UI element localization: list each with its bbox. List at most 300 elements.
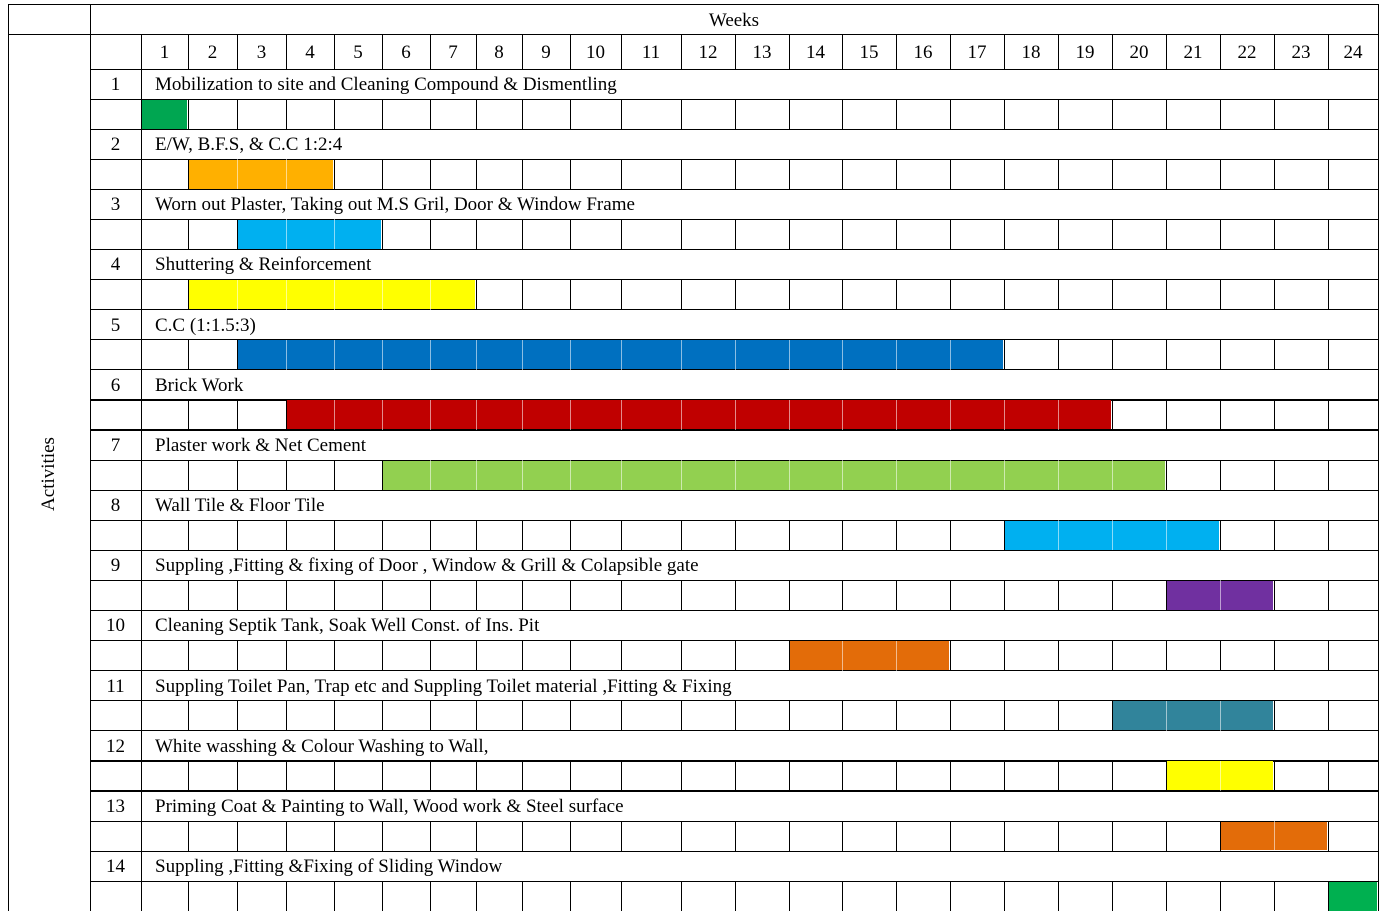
week-column-line <box>681 280 682 310</box>
week-column-line <box>334 701 335 731</box>
week-column-line <box>430 580 431 610</box>
week-column-line <box>430 99 431 129</box>
week-column-line <box>522 99 523 129</box>
activity-name: Suppling ,Fitting & fixing of Door , Window & Grill & Colapsible gate <box>155 555 699 577</box>
week-column-line <box>681 761 682 791</box>
week-column-line <box>1112 701 1113 731</box>
week-column-line <box>735 159 736 189</box>
week-column-line <box>286 520 287 550</box>
week-column-line <box>1166 761 1167 791</box>
week-column-line <box>188 400 189 430</box>
week-column-line <box>1058 881 1059 911</box>
week-column-line <box>1166 340 1167 370</box>
week-column-line <box>896 219 897 249</box>
week-column-line <box>950 580 951 610</box>
bar-week-separator <box>950 340 951 370</box>
week-column-line <box>1328 400 1329 430</box>
week-column-line <box>334 520 335 550</box>
week-column-line <box>188 580 189 610</box>
week-column-line <box>1004 520 1005 550</box>
week-column-line <box>1220 99 1221 129</box>
week-column-line <box>950 761 951 791</box>
week-column-line <box>570 881 571 911</box>
week-column-line <box>1112 280 1113 310</box>
week-column-line <box>681 99 682 129</box>
week-column-line <box>1274 580 1275 610</box>
activity-name: E/W, B.F.S, & C.C 1:2:4 <box>155 134 343 156</box>
bar-week-separator <box>896 400 897 430</box>
week-column-line <box>1328 641 1329 671</box>
week-column-line <box>950 701 951 731</box>
week-column-line <box>188 340 189 370</box>
week-column-line <box>1112 881 1113 911</box>
table-border-right <box>1378 4 1379 911</box>
week-column-line <box>896 280 897 310</box>
bar-week-separator <box>1058 400 1059 430</box>
week-number-18: 18 <box>1021 42 1041 63</box>
bar-week-separator <box>430 400 431 430</box>
week-column-line <box>286 99 287 129</box>
week-column-line <box>382 641 383 671</box>
week-column-line <box>1058 280 1059 310</box>
week-column-line <box>621 580 622 610</box>
week-column-line <box>789 580 790 610</box>
week-column-line <box>237 641 238 671</box>
bar-week-separator <box>237 280 238 310</box>
week-column-line <box>334 460 335 490</box>
bar-week-separator <box>1004 460 1005 490</box>
week-column-line <box>735 520 736 550</box>
bar-week-separator <box>334 340 335 370</box>
week-column-line <box>476 99 477 129</box>
activity-name: Mobilization to site and Cleaning Compound & Dismentling <box>155 74 617 95</box>
week-column-line <box>1004 219 1005 249</box>
week-column-line <box>237 400 238 430</box>
week-column-line <box>1058 99 1059 129</box>
activity-bar-6 <box>287 400 1112 429</box>
week-column-line <box>789 219 790 249</box>
activity-name: C.C (1:1.5:3) <box>155 314 256 336</box>
week-column-line <box>1004 641 1005 671</box>
activity-number: 1 <box>110 74 121 95</box>
week-column-line <box>522 641 523 671</box>
week-column-line <box>286 761 287 791</box>
week-column-line <box>522 219 523 249</box>
week-column-line <box>1112 99 1113 129</box>
bar-week-separator <box>1220 761 1221 791</box>
week-column-line <box>430 761 431 791</box>
bar-week-separator <box>896 460 897 490</box>
bar-week-separator <box>842 641 843 671</box>
bar-week-separator <box>735 400 736 430</box>
bar-week-separator <box>1220 701 1221 731</box>
week-column-line <box>237 520 238 550</box>
week-column-line <box>382 881 383 911</box>
week-column-line <box>476 280 477 310</box>
bar-week-separator <box>621 400 622 430</box>
week-column-line <box>188 701 189 731</box>
activity-number: 12 <box>106 735 125 757</box>
week-number-1: 1 <box>159 42 170 63</box>
week-column-line <box>570 641 571 671</box>
week-column-line <box>430 641 431 671</box>
week-column-line <box>681 159 682 189</box>
week-column-line <box>1328 881 1329 911</box>
week-column-line <box>842 219 843 249</box>
week-column-line <box>522 701 523 731</box>
week-column-line <box>1328 821 1329 851</box>
bar-week-separator <box>286 219 287 249</box>
week-column-line <box>1274 881 1275 911</box>
week-column-line <box>950 520 951 550</box>
week-number-2: 2 <box>207 42 218 63</box>
week-column-line <box>681 641 682 671</box>
week-column-line <box>476 159 477 189</box>
bar-week-separator <box>789 460 790 490</box>
bar-week-separator <box>1112 520 1113 550</box>
week-column-line <box>621 520 622 550</box>
week-column-line <box>789 761 790 791</box>
week-column-line <box>842 520 843 550</box>
activity-number: 13 <box>106 795 125 817</box>
week-column-line <box>286 641 287 671</box>
bar-week-separator <box>896 340 897 370</box>
week-column-line <box>621 641 622 671</box>
week-column-line <box>842 761 843 791</box>
week-column-line <box>735 280 736 310</box>
week-column-line <box>1004 99 1005 129</box>
activity-bar-7 <box>383 461 1166 490</box>
week-column-line <box>570 580 571 610</box>
week-column-line <box>1274 280 1275 310</box>
week-column-line <box>1274 219 1275 249</box>
week-column-line <box>789 641 790 671</box>
activity-number: 6 <box>110 374 121 396</box>
bar-week-separator <box>735 340 736 370</box>
week-column-line <box>570 701 571 731</box>
week-column-line <box>1058 219 1059 249</box>
week-column-line <box>382 460 383 490</box>
week-column-line <box>188 821 189 851</box>
activity-number: 5 <box>110 314 121 336</box>
bar-week-separator <box>681 400 682 430</box>
week-column-line <box>188 761 189 791</box>
week-column-line <box>570 159 571 189</box>
week-column-line <box>1058 821 1059 851</box>
week-column-line <box>476 641 477 671</box>
week-column-line <box>476 219 477 249</box>
week-column-line <box>334 761 335 791</box>
activity-name: Wall Tile & Floor Tile <box>155 495 325 517</box>
header-divider <box>8 34 1379 35</box>
week-column-line <box>950 641 951 671</box>
week-column-line <box>789 881 790 911</box>
bar-week-separator <box>1112 460 1113 490</box>
bar-week-separator <box>334 400 335 430</box>
week-column-line <box>476 580 477 610</box>
week-column-line <box>382 821 383 851</box>
activity-number: 8 <box>110 495 121 517</box>
week-column-line <box>1220 520 1221 550</box>
week-column-line <box>430 520 431 550</box>
week-column-line <box>1166 580 1167 610</box>
bar-week-separator <box>950 400 951 430</box>
activity-bar-4 <box>189 280 476 309</box>
week-column-line <box>1220 460 1221 490</box>
week-number-19: 19 <box>1075 42 1095 63</box>
week-column-line <box>188 159 189 189</box>
week-column-line <box>522 881 523 911</box>
week-column-line <box>1004 280 1005 310</box>
week-column-line <box>789 520 790 550</box>
week-column-line <box>950 159 951 189</box>
activity-number: 11 <box>106 675 125 697</box>
week-column-line <box>1112 340 1113 370</box>
bar-week-separator <box>334 280 335 310</box>
week-column-line <box>570 821 571 851</box>
week-column-line <box>476 821 477 851</box>
week-column-line <box>286 701 287 731</box>
week-column-line <box>681 219 682 249</box>
week-column-line <box>735 219 736 249</box>
activity-name: Worn out Plaster, Taking out M.S Gril, Door & Window Frame <box>155 194 635 216</box>
activity-bar-3 <box>238 220 382 249</box>
bar-week-separator <box>621 340 622 370</box>
week-number-23: 23 <box>1291 42 1311 63</box>
week-column-line <box>188 881 189 911</box>
bar-week-separator <box>476 400 477 430</box>
week-column-line <box>570 520 571 550</box>
week-column-line <box>789 821 790 851</box>
activity-number: 10 <box>106 615 125 637</box>
week-column-line <box>382 761 383 791</box>
week-number-14: 14 <box>806 42 825 63</box>
bar-week-separator <box>842 460 843 490</box>
week-column-line <box>237 701 238 731</box>
week-column-line <box>1166 159 1167 189</box>
week-column-line <box>789 280 790 310</box>
week-column-line <box>1220 881 1221 911</box>
bar-week-separator <box>735 460 736 490</box>
week-number-15: 15 <box>859 42 879 63</box>
bar-week-separator <box>570 400 571 430</box>
week-number-11: 11 <box>641 42 661 63</box>
week-column-line <box>681 821 682 851</box>
week-column-line <box>735 641 736 671</box>
week-column-line <box>1328 580 1329 610</box>
week-column-line <box>1112 159 1113 189</box>
bar-week-separator <box>286 340 287 370</box>
week-column-line <box>476 881 477 911</box>
week-column-line <box>681 701 682 731</box>
week-column-line <box>1220 400 1221 430</box>
week-column-line <box>896 881 897 911</box>
week-column-line <box>1058 701 1059 731</box>
week-column-line <box>522 580 523 610</box>
week-column-line <box>621 99 622 129</box>
week-column-line <box>842 821 843 851</box>
week-number-12: 12 <box>698 42 718 63</box>
week-column-line <box>1058 580 1059 610</box>
week-column-line <box>570 99 571 129</box>
bar-week-separator <box>382 340 383 370</box>
week-column-line <box>237 761 238 791</box>
bar-week-separator <box>1058 520 1059 550</box>
week-column-line <box>1004 159 1005 189</box>
week-column-line <box>789 159 790 189</box>
week-column-line <box>950 821 951 851</box>
week-column-line <box>430 881 431 911</box>
week-column-line <box>1112 821 1113 851</box>
week-column-line <box>237 340 238 370</box>
bar-week-separator <box>522 400 523 430</box>
bar-week-separator <box>621 460 622 490</box>
week-column-line <box>1274 761 1275 791</box>
week-column-line <box>1328 460 1329 490</box>
week-column-line <box>286 821 287 851</box>
week-column-line <box>1328 701 1329 731</box>
week-column-line <box>522 520 523 550</box>
week-column-line <box>1328 159 1329 189</box>
week-column-line <box>621 761 622 791</box>
bar-week-separator <box>789 340 790 370</box>
bar-week-separator <box>789 400 790 430</box>
week-number-24: 24 <box>1343 42 1363 63</box>
activity-number: 3 <box>110 194 121 216</box>
week-column-line <box>1058 761 1059 791</box>
week-column-line <box>789 701 790 731</box>
week-column-line <box>237 460 238 490</box>
week-column-line <box>735 761 736 791</box>
week-column-line <box>382 99 383 129</box>
week-column-line <box>476 761 477 791</box>
week-column-line <box>1004 881 1005 911</box>
activity-bar-14 <box>1329 882 1378 911</box>
week-column-line <box>570 761 571 791</box>
activity-name: Cleaning Septik Tank, Soak Well Const. of Ins. Pit <box>155 615 540 637</box>
activity-number: 2 <box>110 134 121 156</box>
week-column-line <box>1328 761 1329 791</box>
activity-bar-11 <box>1113 701 1274 730</box>
week-column-line <box>382 520 383 550</box>
week-column-line <box>1274 159 1275 189</box>
week-column-line <box>1220 219 1221 249</box>
activity-bar-10 <box>790 641 950 670</box>
week-column-line <box>896 99 897 129</box>
week-number-13: 13 <box>752 42 772 63</box>
bar-week-separator <box>286 159 287 189</box>
week-column-line <box>621 821 622 851</box>
week-column-line <box>896 701 897 731</box>
week-column-line <box>570 219 571 249</box>
week-column-line <box>1328 520 1329 550</box>
week-column-line <box>789 99 790 129</box>
week-column-line <box>1274 400 1275 430</box>
activities-label: Activities <box>38 436 59 511</box>
week-column-line <box>1274 701 1275 731</box>
week-column-line <box>476 520 477 550</box>
week-column-line <box>1274 340 1275 370</box>
bar-week-separator <box>1058 460 1059 490</box>
week-column-line <box>621 881 622 911</box>
week-column-line <box>681 881 682 911</box>
week-number-9: 9 <box>541 42 551 63</box>
week-column-line <box>1112 580 1113 610</box>
week-column-line <box>950 99 951 129</box>
week-column-line <box>735 99 736 129</box>
week-column-line <box>570 280 571 310</box>
week-column-line <box>1004 580 1005 610</box>
week-column-line <box>1328 340 1329 370</box>
week-column-line <box>237 821 238 851</box>
week-column-line <box>430 219 431 249</box>
table-border-left <box>8 4 9 911</box>
week-column-line <box>621 280 622 310</box>
week-column-line <box>1004 761 1005 791</box>
week-number-20: 20 <box>1129 42 1149 63</box>
week-column-line <box>286 881 287 911</box>
bar-week-separator <box>681 460 682 490</box>
week-column-line <box>430 159 431 189</box>
week-column-line <box>896 821 897 851</box>
week-column-line <box>1004 701 1005 731</box>
week-column-line <box>1166 400 1167 430</box>
week-column-line <box>621 701 622 731</box>
week-column-line <box>382 159 383 189</box>
week-column-line <box>522 159 523 189</box>
bar-week-separator <box>842 340 843 370</box>
week-column-line <box>382 580 383 610</box>
week-column-line <box>1220 159 1221 189</box>
week-number-10: 10 <box>586 42 605 63</box>
activity-name: Plaster work & Net Cement <box>155 434 367 456</box>
week-column-line <box>286 400 287 430</box>
week-column-line <box>681 520 682 550</box>
week-column-line <box>1058 340 1059 370</box>
week-column-line <box>896 580 897 610</box>
week-column-line <box>1058 641 1059 671</box>
week-column-line <box>334 821 335 851</box>
week-column-line <box>188 280 189 310</box>
activity-bar-2 <box>189 160 334 189</box>
week-column-line <box>237 99 238 129</box>
activity-name: White wasshing & Colour Washing to Wall, <box>155 735 489 757</box>
week-column-line <box>382 219 383 249</box>
bar-week-separator <box>237 159 238 189</box>
week-column-line <box>382 701 383 731</box>
bar-week-separator <box>476 340 477 370</box>
activity-number: 7 <box>110 434 121 456</box>
week-column-line <box>334 99 335 129</box>
week-column-line <box>1328 219 1329 249</box>
week-column-line <box>950 881 951 911</box>
activity-name: Shuttering & Reinforcement <box>155 254 372 276</box>
week-column-line <box>735 881 736 911</box>
week-column-line <box>1004 340 1005 370</box>
week-column-line <box>188 520 189 550</box>
week-column-line <box>950 280 951 310</box>
week-number-16: 16 <box>913 42 933 63</box>
activity-name: Priming Coat & Painting to Wall, Wood work & Steel surface <box>155 795 624 817</box>
week-column-line <box>188 460 189 490</box>
activity-number: 14 <box>106 856 125 878</box>
week-column-line <box>334 881 335 911</box>
bar-week-separator <box>522 460 523 490</box>
week-number-7: 7 <box>448 42 458 63</box>
week-column-line <box>286 580 287 610</box>
week-column-line <box>1058 159 1059 189</box>
bar-week-separator <box>1220 580 1221 610</box>
